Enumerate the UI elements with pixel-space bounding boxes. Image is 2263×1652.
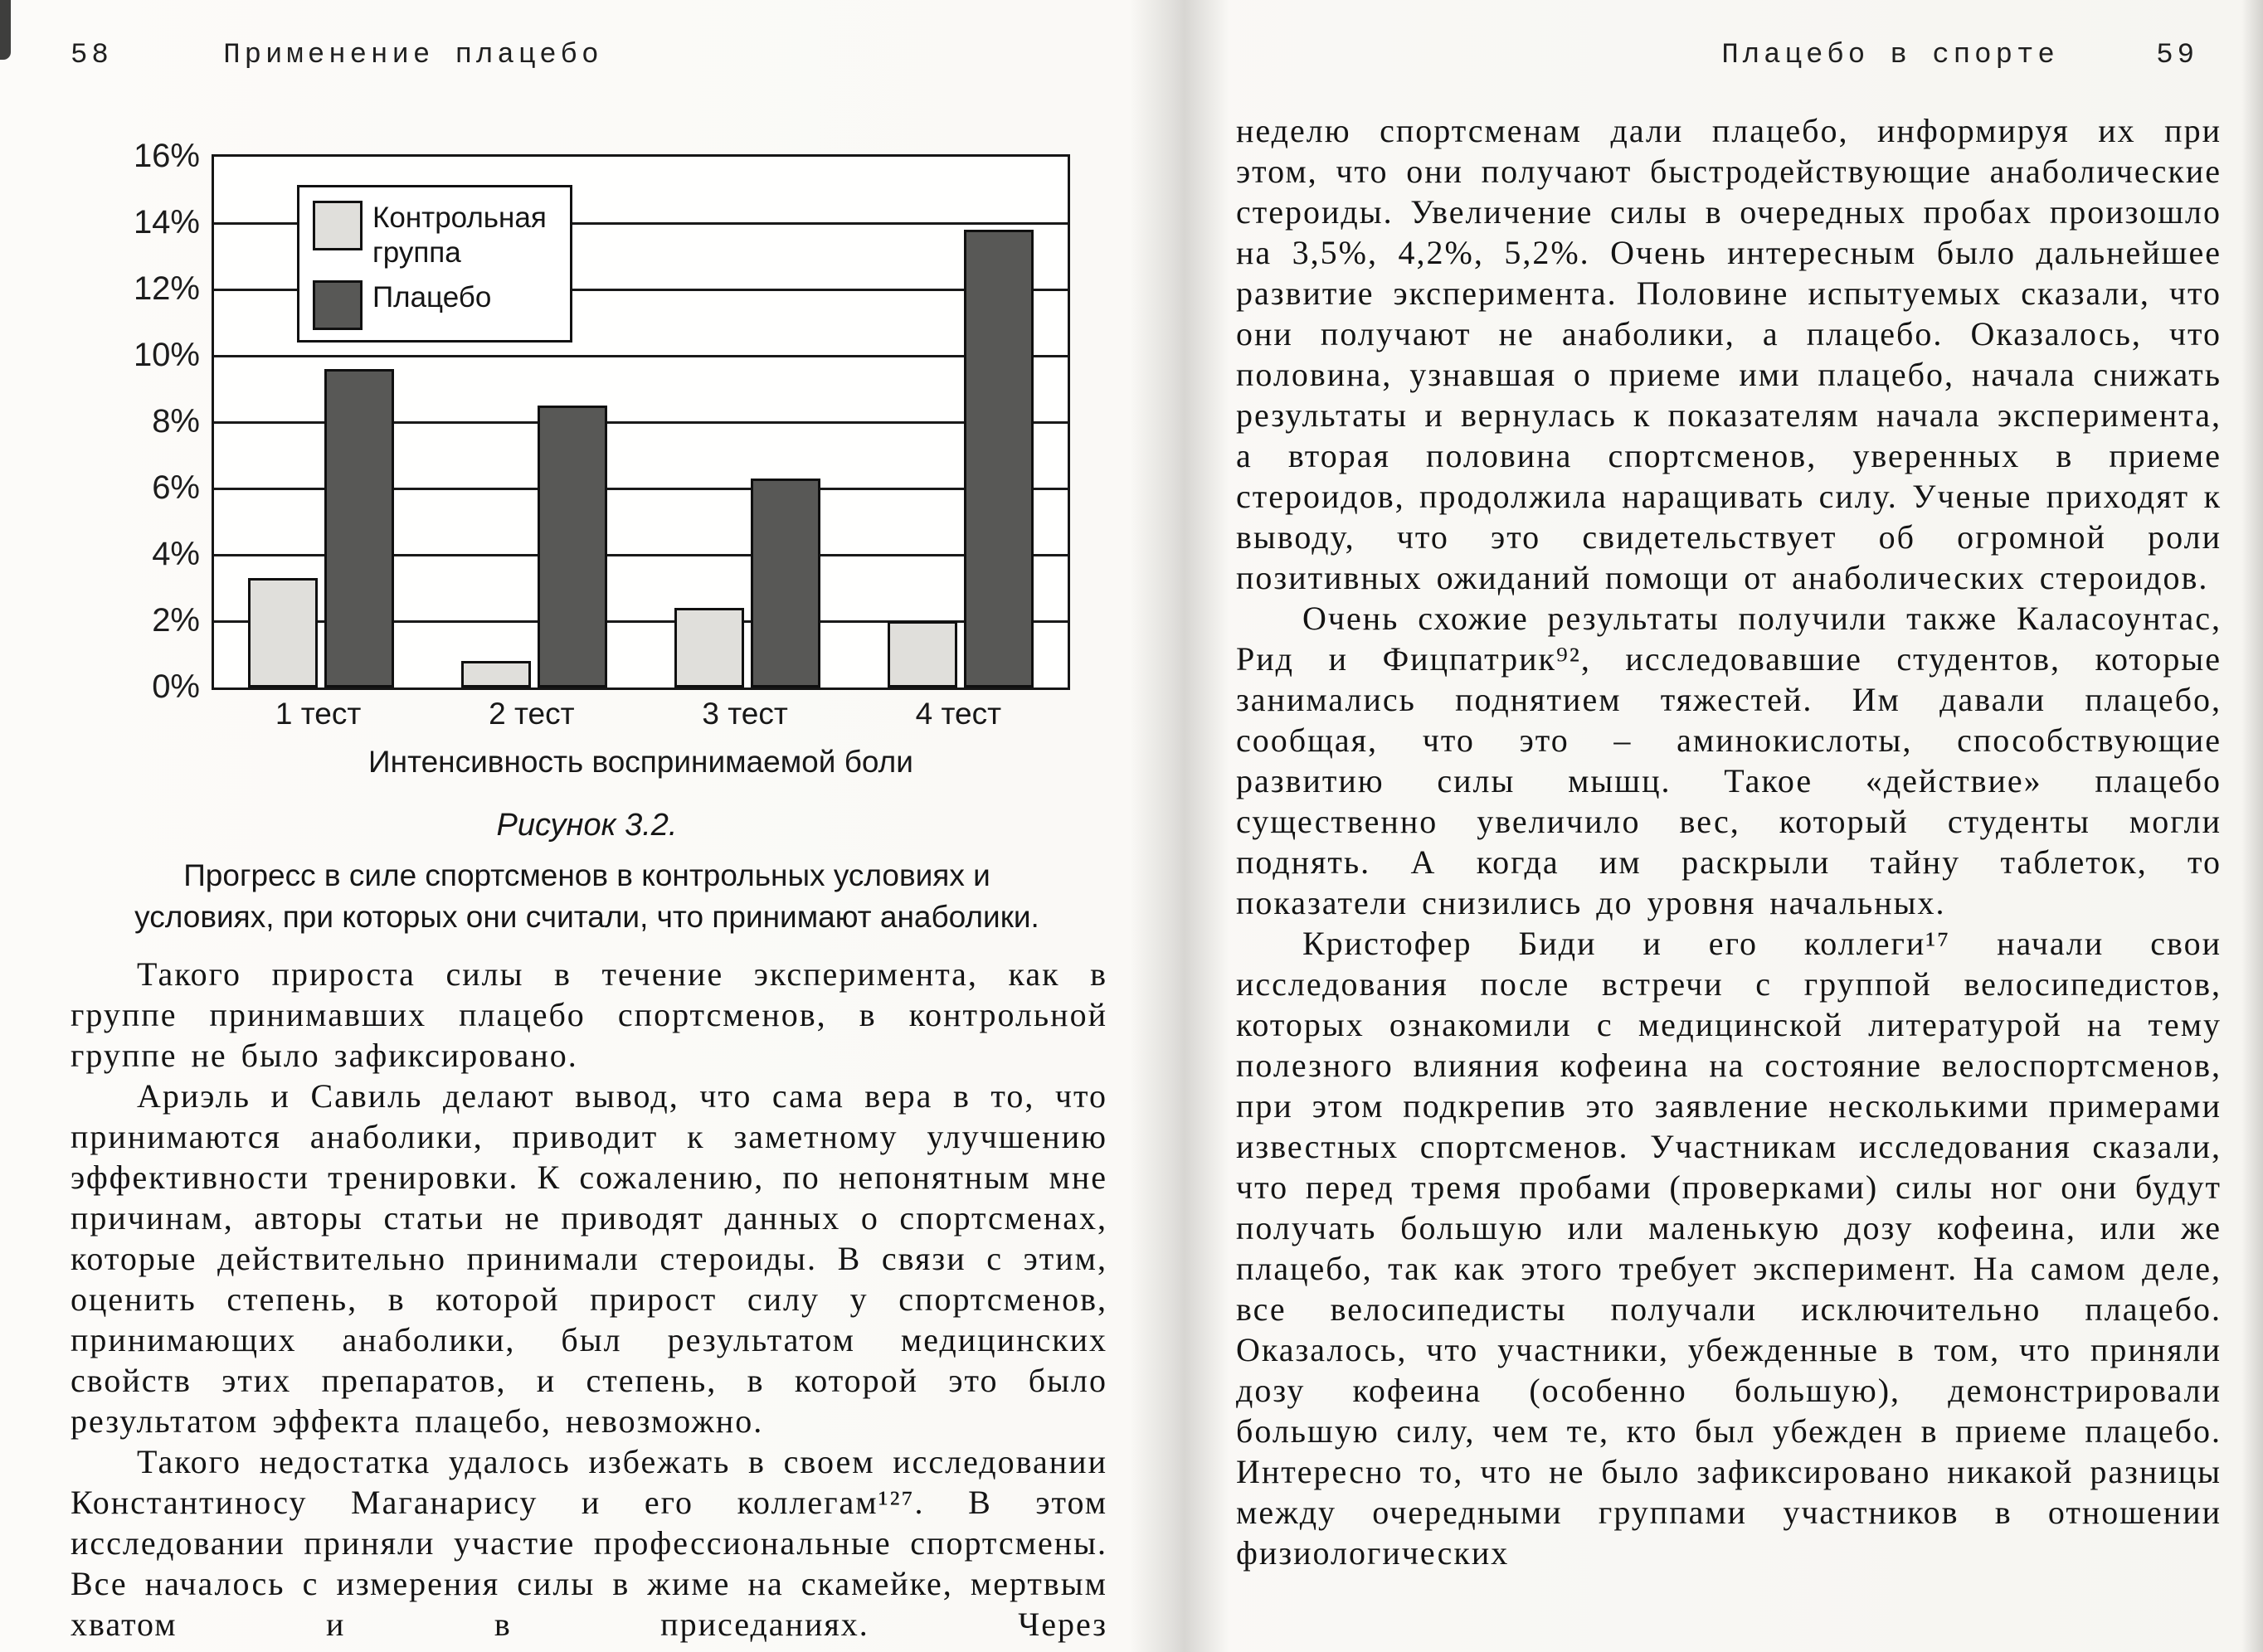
legend-row (313, 280, 563, 330)
y-axis-tick-labels (104, 138, 212, 705)
page-number-right: 59 (2156, 40, 2198, 71)
x-axis-tick-labels (212, 690, 1070, 736)
x-tick-label: 2 тест (489, 697, 575, 731)
scan-corner-mark (0, 0, 11, 60)
right-page-body (1236, 110, 2222, 1573)
bar-control-3 (674, 608, 744, 688)
page-number-left: 58 (71, 40, 113, 71)
paragraph: Очень схожие результаты получили также Каласоунтас, Рид и Фицпатрик⁹², исследовавшие студентов, которые занимались поднятием тяжестей. Им давали плацебо, сообщая, что это – аминокислоты, способствующие развитию силы мышц. Такое «действие» плацебо существенно увеличило вес, который студенты могли поднять. А когда им раскрыли тайну таблеток, то показатели снизились до уровня начальных. (1236, 600, 2222, 921)
x-tick-label: 4 тест (915, 697, 1002, 731)
paragraph: Такого прироста силы в течение эксперимента, как в группе принимавших плацебо спортсменов, в контрольной группе не было зафиксировано. (71, 955, 1107, 1074)
chart-plot-area (212, 154, 1070, 690)
running-title-left: Применение плацебо (223, 40, 603, 71)
y-tick-label: 14% (133, 204, 200, 241)
bar-control-1 (248, 578, 318, 688)
bar-placebo-3 (751, 479, 820, 688)
y-tick-label: 0% (152, 668, 200, 705)
paragraph: Ариэль и Савиль делают вывод, что сама вера в то, что принимаются анаболики, приводит к заметному улучшению эффективности тренировки. К сожалению, по непонятным мне причинам, авторы статьи не приводят данных о спортсменах, которые действительно принимали стероиды. В связи с этим, оценить степень, в которой прирост силу у спортсменов, принимающих анаболики, был результатом медицинских свойств этих препаратов, и степень, в которой это было результатом эффекта плацебо, невозможно. (71, 1077, 1107, 1440)
legend-swatch-control (313, 201, 363, 250)
figure-3-2 (104, 138, 1070, 938)
page-edge-shadow (2241, 0, 2263, 1652)
bar-placebo-2 (538, 406, 607, 688)
bar-placebo-1 (324, 369, 394, 688)
y-tick-label: 4% (152, 536, 200, 572)
bar-chart (104, 138, 1070, 705)
chart-legend (297, 185, 572, 343)
y-tick-label: 16% (133, 138, 200, 174)
y-tick-label: 8% (152, 403, 200, 440)
x-axis-title: Интенсивность воспринимаемой боли (368, 745, 913, 779)
legend-swatch-placebo (313, 280, 363, 330)
y-tick-label: 6% (152, 469, 200, 506)
gridline (214, 355, 1068, 357)
figure-caption-number: Рисунок 3.2. (496, 808, 678, 843)
figure-caption-text: Прогресс в силе спортсменов в контрольных условиях и условиях, при которых они считали, что принимают анаболики. (134, 858, 1039, 934)
left-page-body (71, 954, 1107, 1645)
running-head-left (71, 40, 602, 71)
legend-label: Плацебо (372, 281, 492, 313)
page-59 (1145, 0, 2263, 1652)
figure-caption (104, 808, 1070, 938)
book-gutter-shadow (1130, 0, 1229, 1652)
paragraph: Кристофер Биди и его коллеги¹⁷ начали свои исследования после встречи с группой велосипедистов, которых ознакомили с медицинской литературой на тему полезного влияния кофеина на состояние велоспортсменов, при этом подкрепив это заявление несколькими примерами известных спортсменов. Участникам исследования сказали, что перед тремя пробами (проверками) силы ног они будут получать большую или маленькую дозу кофеина, или же плацебо, так как этого требует эксперимент. На самом деле, все велосипедисты получали исключительно плацебо. Оказалось, что участники, убежденные в том, что приняли дозу кофеина (особенно большую), демонстрировали большую силу, чем те, кто был убежден в приеме плацебо. Интересно то, что не было зафиксировано никакой разницы между очередными группами участников в отношении физиологических (1236, 925, 2222, 1572)
bar-placebo-4 (964, 230, 1034, 688)
paragraph: неделю спортсменам дали плацебо, информируя их при этом, что они получают быстродействующие анаболические стероиды. Увеличение силы в очередных пробах произошло на 3,5%, 4,2%, 5,2%. Очень интересным было дальнейшее развитие эксперимента. Половине испытуемых сказали, что они получают не анаболики, а плацебо. Оказалось, что половина, узнавшая о приеме ими плацебо, начала снижать результаты и вернулась к показателям начала эксперимента, а вторая половина спортсменов, уверенных в приеме стероидов, продолжила наращивать силу. Ученые приходят к выводу, что это свидетельствует об огромной роли позитивных ожиданий помощи от анаболических стероидов. (1236, 112, 2222, 596)
x-tick-label: 3 тест (702, 697, 788, 731)
running-head-right (1721, 40, 2198, 71)
y-tick-label: 10% (133, 337, 200, 373)
legend-label: Контрольная группа (372, 202, 547, 269)
x-tick-label: 1 тест (275, 697, 362, 731)
bar-control-4 (888, 621, 957, 688)
bar-control-2 (461, 661, 531, 688)
paragraph: Такого недостатка удалось избежать в своем исследовании Константиносу Маганарису и его коллегам¹²⁷. В этом исследовании приняли участие профессиональные спортсмены. Все началось с измерения силы в жиме на скамейке, мертвым хватом и в приседаниях. Через (71, 1443, 1107, 1643)
y-tick-label: 2% (152, 602, 200, 639)
running-title-right: Плацебо в спорте (1721, 40, 2059, 71)
legend-row (313, 201, 563, 270)
y-tick-label: 12% (133, 270, 200, 307)
